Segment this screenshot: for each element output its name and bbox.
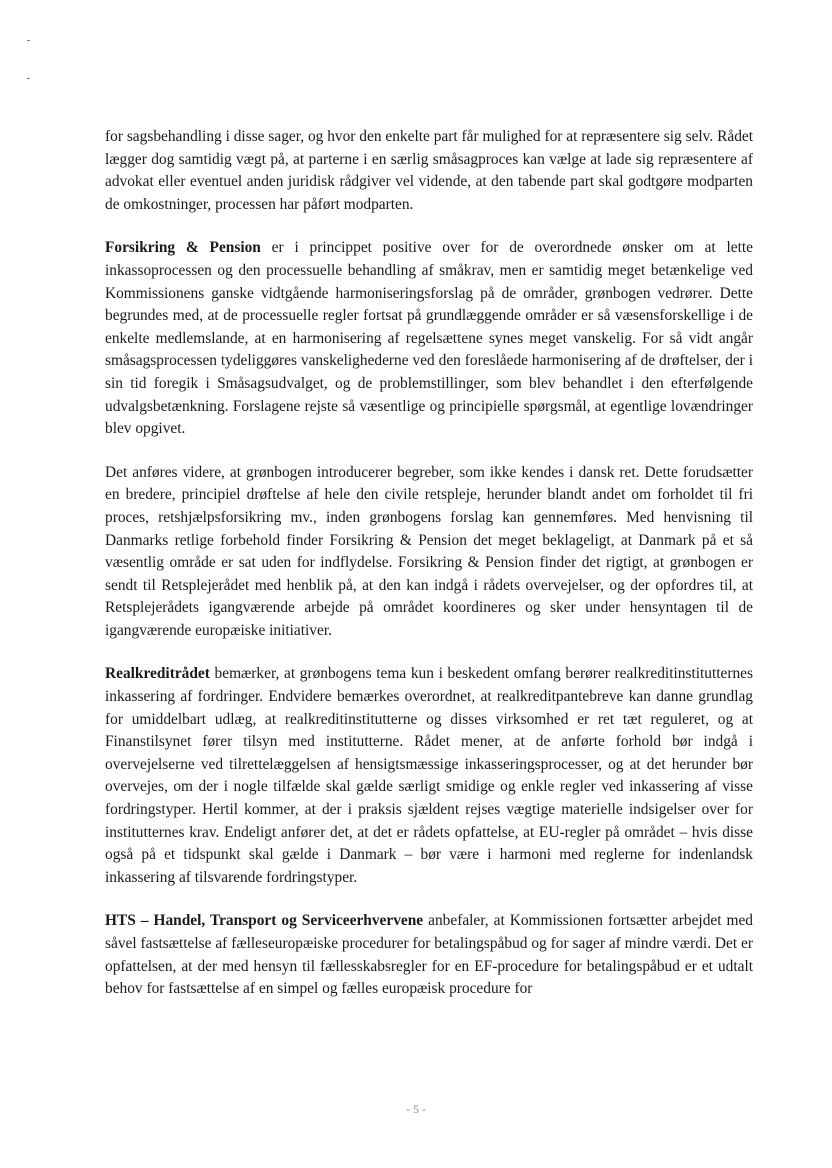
paragraph-text: er i princippet positive over for de overordnede ønsker om at lette inkassoprocessen og den processuelle behandling af småkrav, men er samtidig meget betænkelige ved Kommissionens ganske vidtgående harmoniseringsforslag på de områder, grønbogen vedrører. Dette begrundes med, at de processuelle regler fortsat på grundlæggende områder er så væsensforskellige i de enkelte medlemslande, at en harmonisering af regelsættene synes meget vanskelig. For så vidt angår småsagsprocessen tydeliggøres vanskelighederne ved den foreslåede harmonisering af de drøftelser, der i sin tid foregik i Småsagsudvalget, og de problemstillinger, som blev behandlet i den efterfølgende udvalgsbetænkning. Forslagene rejste så væsentlige og principielle spørgsmål, at egentlige lovændringer blev opgivet. [105, 239, 753, 438]
page-number: - 5 - [406, 1102, 426, 1116]
paragraph-hts [105, 910, 753, 1000]
paragraph-lead: Realkreditrådet [105, 665, 210, 683]
scan-mark [27, 40, 30, 41]
paragraph-forsikring-pension-2 [105, 462, 753, 643]
paragraph-text: anbefaler, at Kommissionen fortsætter arbejdet med såvel fastsættelse af fælleseuropæiske procedurer for betalingspåbud og for sager af mindre værdi. Det er opfattelsen, at der med hensyn til fællesskabsregler for en EF-procedure for betalingspåbud er et udtalt behov for fastsættelse af en simpel og fælles europæisk procedure for [105, 912, 753, 998]
paragraph-text: for sagsbehandling i disse sager, og hvor den enkelte part får mulighed for at repræsentere sig selv. Rådet lægger dog samtidig vægt på, at parterne i en særlig småsagproces kan vælge at lade sig repræsentere af advokat eller eventuel anden juridisk rådgiver vel vidende, at den tabende part skal godtgøre modparten de omkostninger, processen har påført modparten. [105, 128, 753, 213]
scan-mark [27, 78, 30, 79]
paragraph-text: bemærker, at grønbogens tema kun i beskedent omfang berører realkreditinstitutternes inkassering af fordringer. Endvidere bemærkes overordnet, at realkreditpantebreve kan danne grundlag for umiddelbart udlæg, at realkreditinstitutterne og disses virksomhed er ret tæt reguleret, og at Finanstilsynet fører tilsyn med institutterne. Rådet mener, at de anførte forhold bør indgå i overvejelserne ved tilrettelæggelsen af hensigtsmæssige inkasseringsprocesser, og at det herunder bør overvejes, om der i nogle tilfælde skal gælde særligt smidige og enkle regler ved inkassering af visse fordringstyper. Hertil kommer, at der i praksis sjældent rejses vægtige materielle indsigelser over for institutternes krav. Endeligt anfører det, at det er rådets opfattelse, at EU-regler på området – hvis disse også på et tidspunkt skal gælde i Danmark – bør være i harmoni med reglerne for indenlandsk inkassering af tilsvarende fordringstyper. [105, 665, 753, 886]
paragraph-lead: Forsikring & Pension [105, 239, 261, 257]
paragraph-realkreditraadet [105, 663, 753, 889]
document-body [105, 126, 753, 1022]
paragraph-forsikring-pension [105, 237, 753, 440]
paragraph-lead: HTS – Handel, Transport og Serviceerhvervene [105, 912, 424, 930]
paragraph-continuation [105, 126, 753, 216]
paragraph-text: Det anføres videre, at grønbogen introducerer begreber, som ikke kendes i dansk ret. Dette forudsætter en bredere, principiel drøftelse af hele den civile retspleje, herunder blandt andet om forholdet til fri proces, retshjælpsforsikring mv., inden grønbogens forslag kan gennemføres. Med henvisning til Danmarks retlige forbehold finder Forsikring & Pension det meget beklageligt, at Danmark på et så væsentlig område er sat uden for indflydelse. Forsikring & Pension finder det rigtigt, at grønbogen er sendt til Retsplejerådet med henblik på, at den kan indgå i rådets overvejelser, og der opfordres til, at Retsplejerådets igangværende arbejde på området koordineres og sker under hensyntagen til de igangværende europæiske initiativer. [105, 463, 753, 639]
